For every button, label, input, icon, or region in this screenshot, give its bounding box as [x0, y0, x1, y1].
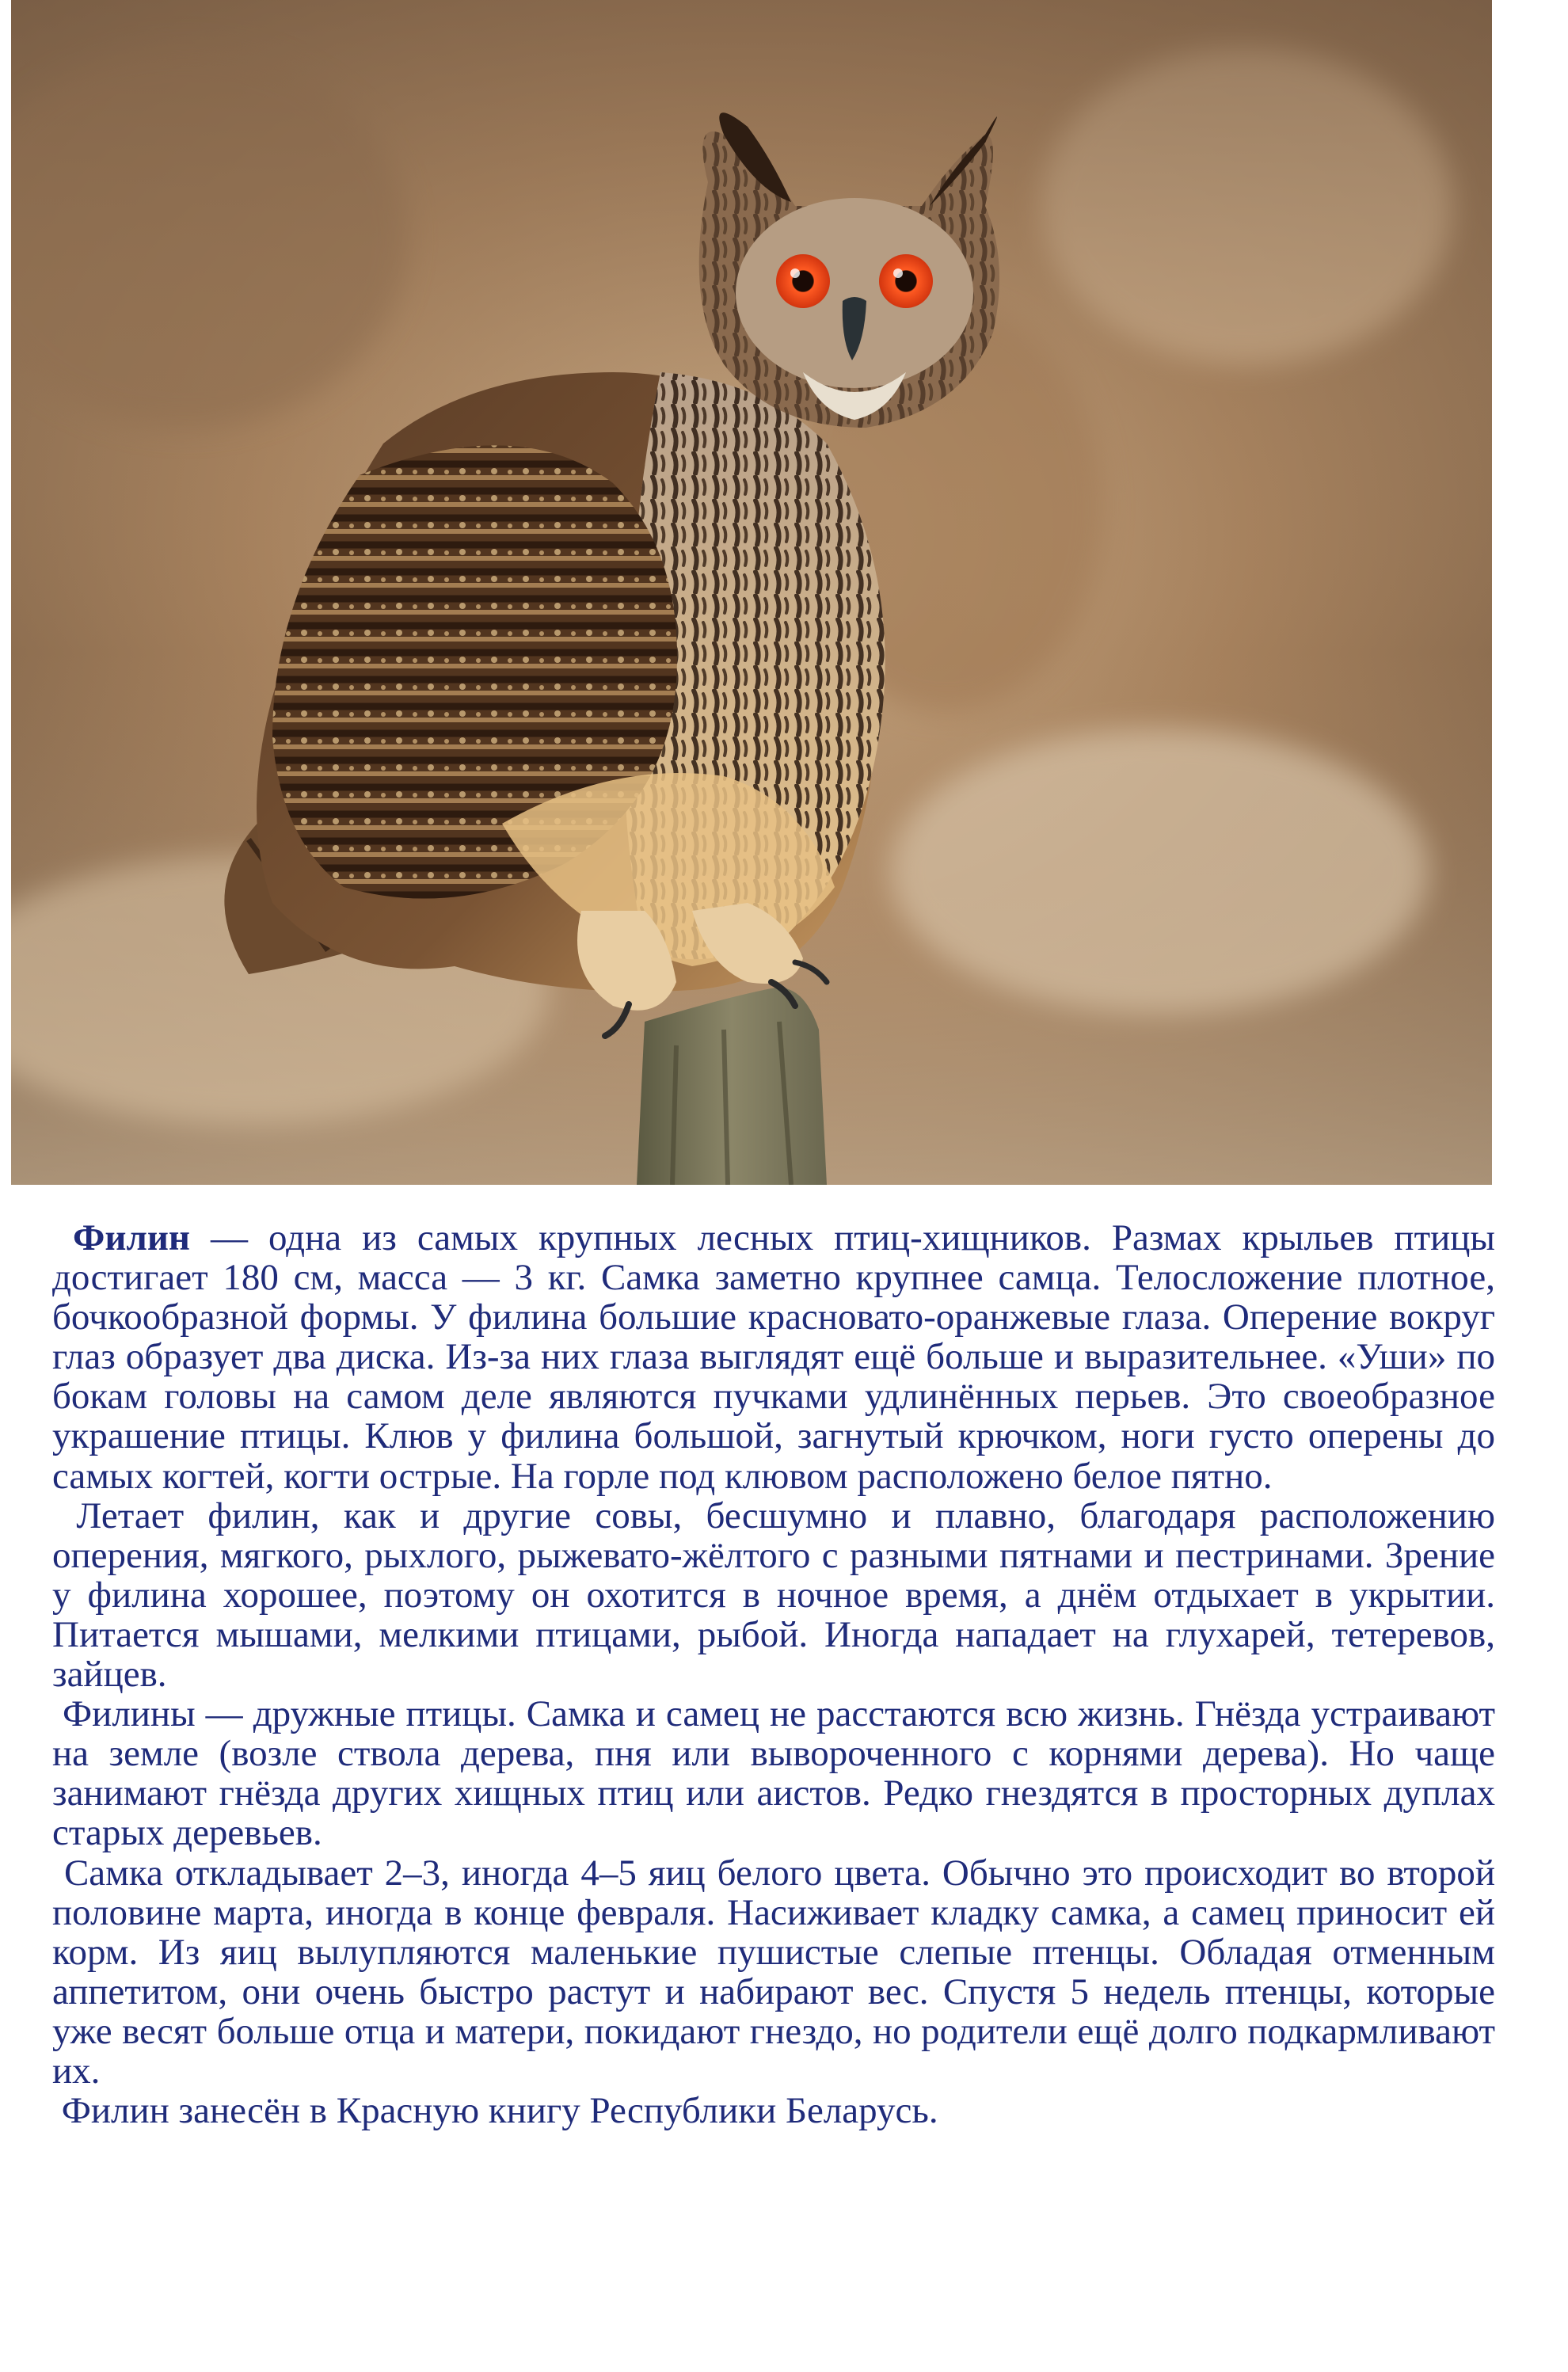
- paragraph-1-text: — одна из самых крупных лесных птиц-хищников. Размах крыльев птицы достигает 180 см, масса — 3 кг. Самка заметно крупнее самца. Телосложение плотное, бочкообразной формы. У филина большие красновато-оранжевые глаза. Оперение вокруг глаз образует два диска. Из-за них глаза выглядят ещё больше и выразительнее. «Уши» по бокам головы на самом деле являются пучками удлинённых перьев. Это своеобразное украшение птицы. Клюв у филина большой, загнутый крючком, ноги густо оперены до самых когтей, когти острые. На горле под клювом расположено белое пятно.: [52, 1217, 1495, 1497]
- paragraph-5-text: Филин занесён в Красную книгу Республики Беларусь.: [61, 2090, 938, 2132]
- owl-article: [52, 1218, 1495, 2130]
- paragraph-4-text: Самка откладывает 2–3, иногда 4–5 яиц белого цвета. Обычно это происходит во второй половине марта, иногда в конце февраля. Насиживает кладку самка, а самец приносит ей корм. Из яиц вылупляются маленькие пушистые слепые птенцы. Обладая отменным аппетитом, они очень быстро растут и набирают вес. Спустя 5 недель птенцы, которые уже весят больше отца и матери, покидают гнездо, но родители ещё долго подкармливают их.: [52, 1852, 1495, 2092]
- paragraph-3-text: Филины — дружные птицы. Самка и самец не расстаются всю жизнь. Гнёзда устраивают на земле (возле ствола дерева, пня или вывороченного с корнями дерева). Но чаще занимают гнёзда других хищных птиц или аистов. Редко гнездятся в просторных дуплах старых деревьев.: [52, 1693, 1496, 1854]
- owl-photo: [11, 0, 1492, 1185]
- paragraph-2: [52, 1496, 1495, 1694]
- paragraph-5: [52, 2091, 1495, 2130]
- paragraph-3: [52, 1694, 1495, 1852]
- wooden-post: [637, 988, 827, 1185]
- right-eye: [879, 254, 933, 308]
- eagle-owl-illustration: [11, 0, 1492, 1185]
- paragraph-2-text: Летает филин, как и другие совы, бесшумно и плавно, благодаря расположению оперения, мягкого, рыхлого, рыжевато-жёлтого с разными пятнами и пестринами. Зрение у филина хорошее, поэтому он охотится в ночное время, а днём отдыхает в укрытии. Питается мышами, мелкими птицами, рыбой. Иногда нападает на глухарей, тетеревов, зайцев.: [52, 1494, 1496, 1696]
- left-eye: [776, 254, 830, 308]
- article-term: Филин: [73, 1217, 190, 1258]
- paragraph-4: [52, 1853, 1495, 2092]
- paragraph-1: [52, 1218, 1495, 1496]
